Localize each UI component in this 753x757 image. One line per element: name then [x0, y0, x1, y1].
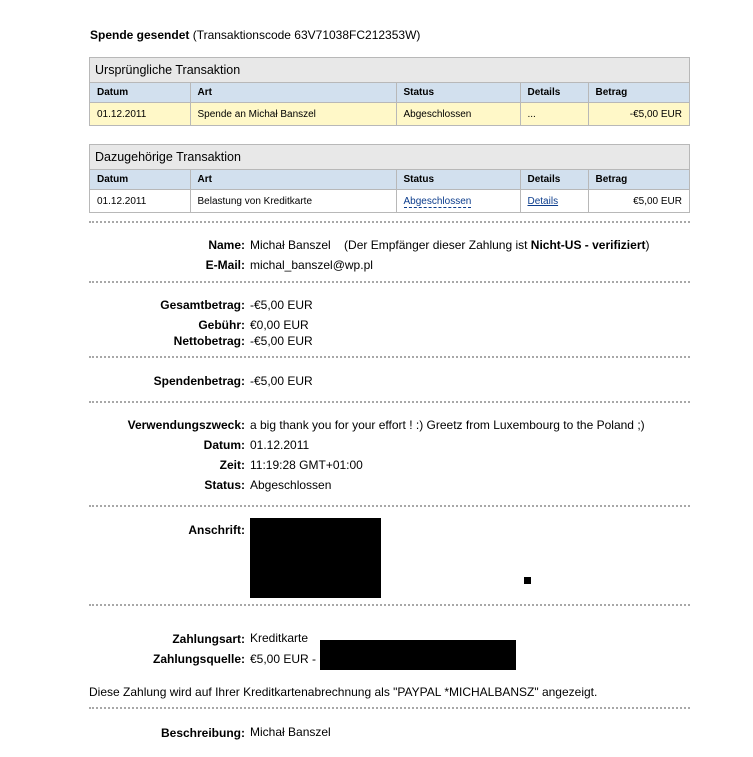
zeit-label: Zeit:: [219, 458, 245, 472]
verification-note-suffix: ): [645, 238, 650, 252]
divider: [89, 401, 690, 403]
col-art: Art: [190, 83, 396, 103]
name-value: [250, 238, 649, 252]
col-status: Status: [396, 83, 520, 103]
verification-status: Nicht-US - verifiziert: [530, 238, 646, 252]
gebuehr-value: €0,00 EUR: [250, 318, 309, 332]
divider: [89, 505, 690, 507]
datum-value: 01.12.2011: [250, 438, 310, 452]
status-value: Abgeschlossen: [250, 478, 332, 492]
divider: [89, 221, 690, 223]
page-title: [90, 28, 420, 42]
name-label: Name:: [208, 238, 245, 252]
status-link[interactable]: Abgeschlossen: [403, 195, 472, 207]
gesamtbetrag-value: -€5,00 EUR: [250, 298, 313, 312]
table-row: [90, 190, 689, 213]
original-transaction-caption: Ursprüngliche Transaktion: [90, 58, 689, 83]
col-status: Status: [396, 170, 520, 190]
recipient-name: Michał Banszel: [250, 238, 331, 252]
anschrift-label: Anschrift:: [188, 523, 245, 537]
beschreibung-label: Beschreibung:: [160, 726, 245, 740]
col-details: Details: [520, 170, 588, 190]
related-transaction-table: [89, 144, 690, 213]
col-art: Art: [190, 170, 396, 190]
col-betrag: Betrag: [588, 170, 689, 190]
table-row: [90, 103, 689, 126]
cell-datum: 01.12.2011: [90, 190, 190, 213]
col-datum: Datum: [90, 170, 190, 190]
divider: [89, 281, 690, 283]
verwendungszweck-value: a big thank you for your effort ! :) Greetz from Luxembourg to the Poland ;): [250, 418, 645, 432]
details-link[interactable]: Details: [527, 195, 559, 207]
nettobetrag-label: Nettobetrag:: [173, 334, 245, 348]
divider: [89, 707, 690, 709]
zeit-value: 11:19:28 GMT+01:00: [250, 458, 363, 472]
cell-status: Abgeschlossen: [396, 103, 520, 126]
zahlungsart-value: Kreditkarte: [250, 631, 309, 645]
spendenbetrag-label: Spendenbetrag:: [153, 374, 245, 388]
related-transaction-caption: Dazugehörige Transaktion: [90, 145, 689, 170]
zahlungsquelle-value: €5,00 EUR -: [250, 652, 317, 666]
cell-status: [396, 190, 520, 213]
page-title-bold: Spende gesendet: [90, 28, 190, 42]
verification-note-prefix: (Der Empfänger dieser Zahlung ist: [344, 238, 531, 252]
zahlungsquelle-label: Zahlungsquelle:: [152, 652, 245, 666]
gebuehr-label: Gebühr:: [198, 318, 245, 332]
redaction-mark: [524, 577, 531, 584]
col-datum: Datum: [90, 83, 190, 103]
transaction-code: (Transaktionscode 63V71038FC212353W): [192, 28, 421, 42]
gesamtbetrag-label: Gesamtbetrag:: [160, 298, 245, 312]
nettobetrag-value: -€5,00 EUR: [250, 334, 313, 348]
col-details: Details: [520, 83, 588, 103]
status-label: Status:: [204, 478, 245, 492]
original-transaction-table: [89, 57, 690, 126]
spendenbetrag-value: -€5,00 EUR: [250, 374, 313, 388]
datum-label: Datum:: [203, 438, 245, 452]
redacted-card-number: [320, 640, 516, 670]
zahlungsart-label: Zahlungsart:: [172, 632, 245, 646]
divider: [89, 604, 690, 606]
beschreibung-value: Michał Banszel: [250, 725, 331, 739]
redacted-address: [250, 518, 381, 598]
cell-details: ...: [520, 103, 588, 126]
email-label: E-Mail:: [205, 258, 245, 272]
cell-betrag: -€5,00 EUR: [588, 103, 689, 126]
statement-note: Diese Zahlung wird auf Ihrer Kreditkartenabrechnung als "PAYPAL *MICHALBANSZ" angezeigt.: [89, 685, 598, 699]
cell-betrag: €5,00 EUR: [633, 195, 682, 207]
cell-art: Belastung von Kreditkarte: [190, 190, 396, 213]
email-value: michal_banszel@wp.pl: [250, 258, 373, 272]
cell-details: [520, 190, 588, 213]
cell-art: Spende an Michał Banszel: [190, 103, 396, 126]
verwendungszweck-label: Verwendungszweck:: [127, 418, 245, 432]
col-betrag: Betrag: [588, 83, 689, 103]
cell-datum: 01.12.2011: [90, 103, 190, 126]
divider: [89, 356, 690, 358]
